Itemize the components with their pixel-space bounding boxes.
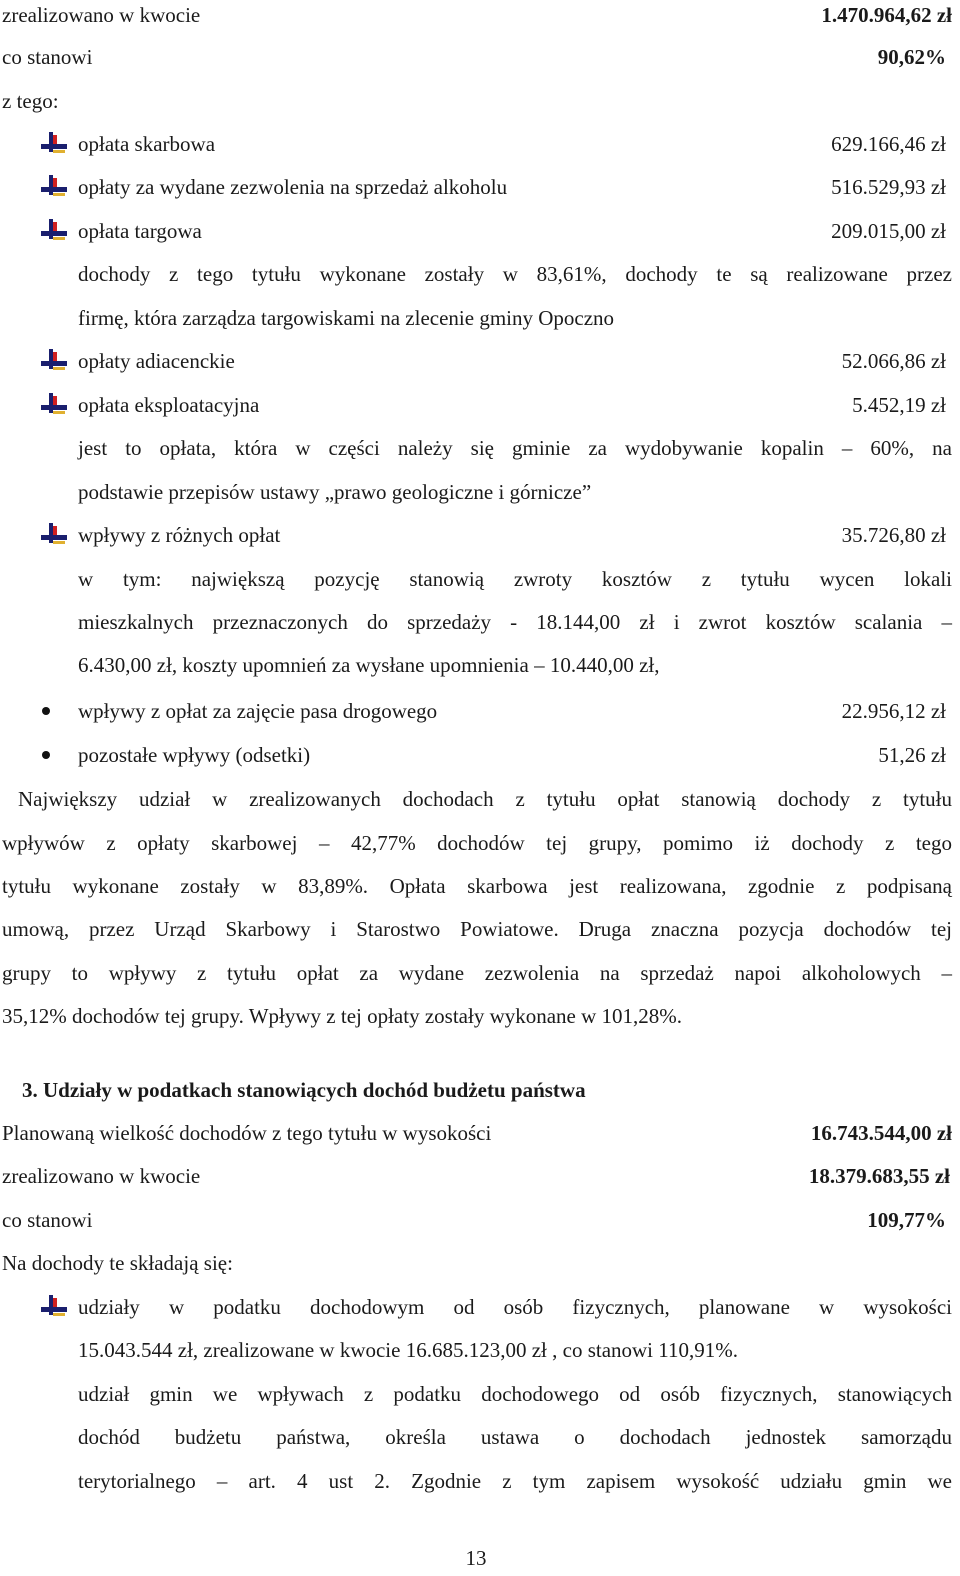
share-value: 109,77% bbox=[867, 1208, 946, 1232]
various-note-line: 6.430,00 zł, koszty upomnień za wysłane upomnienia – 10.440,00 zł, bbox=[78, 653, 660, 677]
pit-share-item bbox=[40, 1292, 952, 1322]
fee-item-stamp bbox=[40, 129, 952, 159]
summary-line: umową, przez Urząd Skarbowy i Starostwo Powiatowe. Druga znaczna pozycja dochodów tej bbox=[2, 917, 952, 941]
exploitation-note-line: podstawie przepisów ustawy „prawo geologiczne i górnicze” bbox=[78, 480, 592, 504]
pin-icon bbox=[40, 129, 68, 159]
pin-icon bbox=[40, 390, 68, 420]
page-number: 13 bbox=[465, 1546, 487, 1570]
pit-line: 15.043.544 zł, zrealizowane w kwocie 16.685.123,00 zł , co stanowi 110,91%. bbox=[78, 1338, 738, 1362]
fee-label: opłata skarbowa bbox=[78, 132, 216, 156]
bullet-item-other bbox=[40, 740, 952, 770]
fee-item-exploitation bbox=[40, 390, 952, 420]
pin-icon bbox=[40, 520, 68, 550]
market-note-line: firmę, która zarządza targowiskami na zlecenie gminy Opoczno bbox=[78, 306, 615, 330]
fee-value: 35.726,80 zł bbox=[841, 523, 946, 547]
planned-value: 16.743.544,00 zł bbox=[810, 1121, 952, 1145]
summary-line: grupy to wpływy z tytułu opłat za wydane zezwolenia na sprzedaż napoi alkoholowych – bbox=[2, 961, 952, 985]
consists-row bbox=[0, 1248, 952, 1278]
fee-label: opłaty za wydane zezwolenia na sprzedaż alkoholu bbox=[78, 175, 508, 199]
fee-value: 52.066,86 zł bbox=[841, 349, 946, 373]
bullet-value: 22.956,12 zł bbox=[841, 699, 946, 723]
realized-value: 1.470.964,62 zł bbox=[821, 3, 952, 27]
bullet-item-road-lane bbox=[40, 696, 952, 726]
fee-item-alcohol bbox=[40, 172, 952, 202]
bullet-label: pozostałe wpływy (odsetki) bbox=[78, 743, 311, 767]
summary-line: 35,12% dochodów tej grupy. Wpływy z tej opłaty zostały wykonane w 101,28%. bbox=[2, 1004, 683, 1028]
share-value: 90,62% bbox=[877, 45, 946, 69]
exploitation-note-line: jest to opłata, która w części należy się gminie za wydobywanie kopalin – 60%, na bbox=[78, 436, 952, 460]
bullet-dot-icon bbox=[42, 707, 50, 715]
realized-row bbox=[0, 0, 952, 30]
of-which-label: z tego: bbox=[2, 89, 59, 113]
summary-line: Największy udział w zrealizowanych dochodach z tytułu opłat stanowią dochody z tytułu bbox=[18, 787, 952, 811]
realized-label: zrealizowano w kwocie bbox=[2, 3, 201, 27]
share-label: co stanowi bbox=[2, 45, 93, 69]
fee-item-various bbox=[40, 520, 952, 550]
bullet-label: wpływy z opłat za zajęcie pasa drogowego bbox=[78, 699, 438, 723]
share-label: co stanowi bbox=[2, 1208, 93, 1232]
pin-icon bbox=[40, 346, 68, 376]
planned-row bbox=[0, 1118, 952, 1148]
pin-icon bbox=[40, 216, 68, 246]
pit-line: udziały w podatku dochodowym od osób fizycznych, planowane w wysokości bbox=[78, 1295, 952, 1319]
fee-label: opłaty adiacenckie bbox=[78, 349, 235, 373]
planned-label: Planowaną wielkość dochodów z tego tytułu w wysokości bbox=[2, 1121, 492, 1145]
fee-value: 516.529,93 zł bbox=[831, 175, 946, 199]
consists-label: Na dochody te składają się: bbox=[2, 1251, 233, 1275]
share-row bbox=[0, 42, 952, 72]
share-note-line: dochód budżetu państwa, określa ustawa o dochodach jednostek samorządu bbox=[78, 1425, 952, 1449]
pin-icon bbox=[40, 172, 68, 202]
various-note-line: mieszkalnych przeznaczonych do sprzedaży - 18.144,00 zł i zwrot kosztów scalania – bbox=[78, 610, 952, 634]
market-note-line: dochody z tego tytułu wykonane zostały w 83,61%, dochody te są realizowane przez bbox=[78, 262, 952, 286]
share-row bbox=[0, 1205, 952, 1235]
fee-item-market bbox=[40, 216, 952, 246]
fee-value: 209.015,00 zł bbox=[831, 219, 946, 243]
fee-label: wpływy z różnych opłat bbox=[78, 523, 281, 547]
fee-value: 5.452,19 zł bbox=[852, 393, 946, 417]
summary-line: wpływów z opłaty skarbowej – 42,77% dochodów tej grupy, pomimo iż dochody z tego bbox=[2, 831, 952, 855]
bullet-value: 51,26 zł bbox=[878, 743, 946, 767]
realized-value: 18.379.683,55 zł bbox=[808, 1164, 950, 1188]
share-note-line: terytorialnego – art. 4 ust 2. Zgodnie z tym zapisem wysokość udziału gmin we bbox=[78, 1469, 952, 1493]
fee-label: opłata targowa bbox=[78, 219, 202, 243]
share-note-line: udział gmin we wpływach z podatku dochodowego od osób fizycznych, stanowiących bbox=[78, 1382, 952, 1406]
fee-label: opłata eksploatacyjna bbox=[78, 393, 260, 417]
realized-label: zrealizowano w kwocie bbox=[2, 1164, 201, 1188]
pin-icon bbox=[40, 1292, 68, 1322]
fee-value: 629.166,46 zł bbox=[831, 132, 946, 156]
fee-item-adjacency bbox=[40, 346, 952, 376]
summary-line: tytułu wykonane zostały w 83,89%. Opłata skarbowa jest realizowana, zgodnie z podpisaną bbox=[2, 874, 952, 898]
bullet-dot-icon bbox=[42, 751, 50, 759]
various-note-line: w tym: największą pozycję stanowią zwroty kosztów z tytułu wycen lokali bbox=[78, 567, 952, 591]
realized-row bbox=[0, 1161, 952, 1191]
of-which-row bbox=[0, 86, 952, 116]
section-heading: 3. Udziały w podatkach stanowiących dochód budżetu państwa bbox=[22, 1078, 586, 1102]
